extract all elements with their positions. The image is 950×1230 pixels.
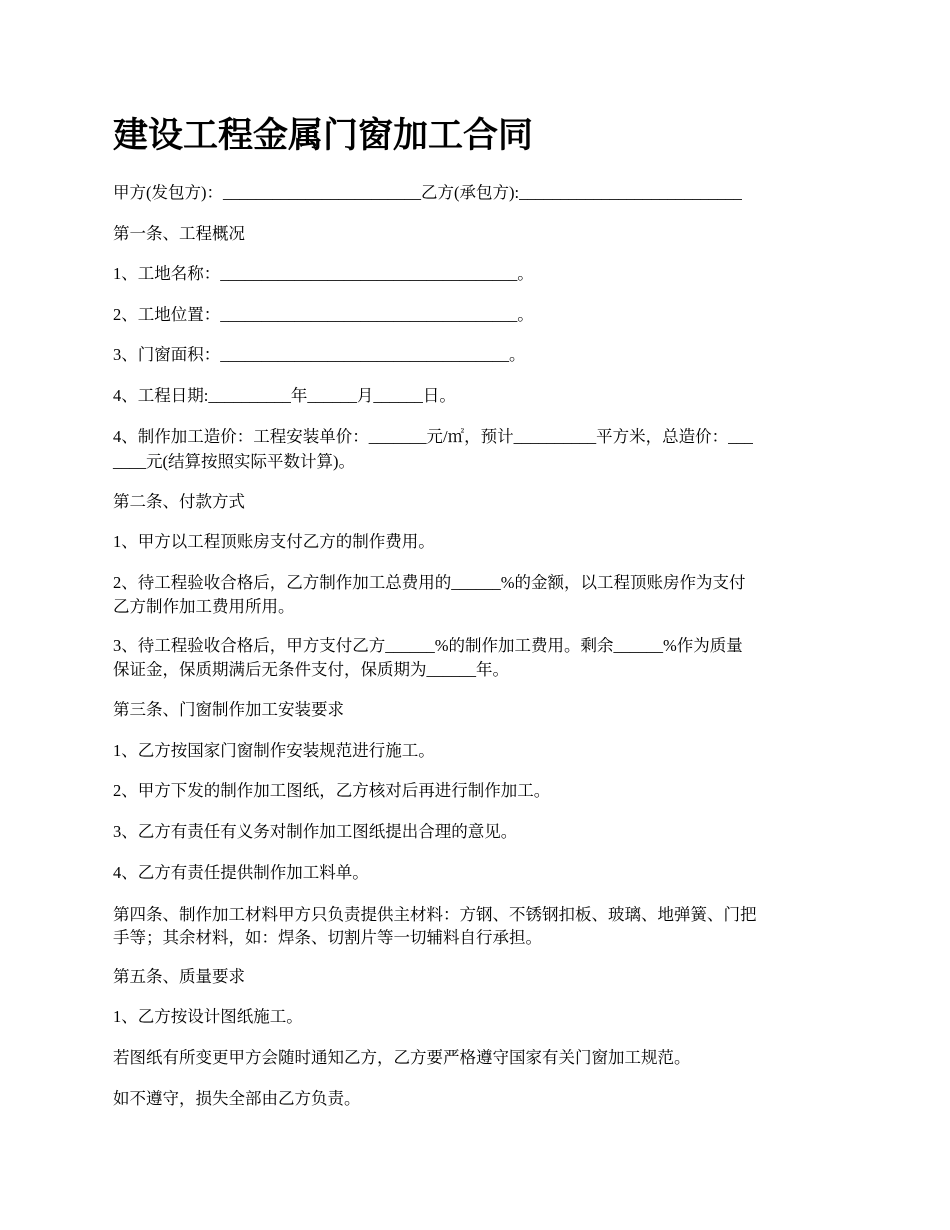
payment-clause-3-line-1: 3、待工程验收合格后，甲方支付乙方______%的制作加工费用。剩余______%作为质量 <box>113 636 743 655</box>
clause-cost-line-1: 4、制作加工造价：工程安装单价：_______元/㎡，预计__________平方米，总造价：___ <box>113 427 753 446</box>
party-line: 甲方(发包方)：________________________乙方(承包方):___________________________ <box>113 183 742 202</box>
clause-site-name: 1、工地名称：____________________________________。 <box>113 264 534 283</box>
payment-clause-2-line-1: 2、待工程验收合格后，乙方制作加工总费用的______%的金额，以工程顶账房作为支付 <box>113 573 746 592</box>
clause-project-date: 4、工程日期:__________年______月______日。 <box>113 386 456 405</box>
clause-site-location: 2、工地位置：____________________________________。 <box>113 305 534 324</box>
quality-note-1: 若图纸有所变更甲方会随时通知乙方，乙方要严格遵守国家有关门窗加工规范。 <box>113 1048 691 1067</box>
section-4-line-1: 第四条、制作加工材料甲方只负责提供主材料：方钢、不锈钢扣板、玻璃、地弹簧、门把 <box>113 905 757 924</box>
quality-note-2: 如不遵守，损失全部由乙方负责。 <box>113 1089 361 1108</box>
requirement-clause-1: 1、乙方按国家门窗制作安装规范进行施工。 <box>113 741 435 760</box>
payment-clause-2-line-2: 乙方制作加工费用所用。 <box>113 597 295 616</box>
clause-window-area: 3、门窗面积：___________________________________。 <box>113 345 526 364</box>
requirement-clause-4: 4、乙方有责任提供制作加工料单。 <box>113 863 369 882</box>
payment-clause-3-line-2: 保证金，保质期满后无条件支付，保质期为______年。 <box>113 660 509 679</box>
requirement-clause-3: 3、乙方有责任有义务对制作加工图纸提出合理的意见。 <box>113 822 518 841</box>
section-heading-2: 第二条、付款方式 <box>113 492 245 511</box>
section-heading-3: 第三条、门窗制作加工安装要求 <box>113 700 344 719</box>
section-heading-5: 第五条、质量要求 <box>113 967 245 986</box>
payment-clause-1: 1、甲方以工程顶账房支付乙方的制作费用。 <box>113 532 435 551</box>
section-4-line-2: 手等；其余材料，如：焊条、切割片等一切辅料自行承担。 <box>113 928 542 947</box>
requirement-clause-2: 2、甲方下发的制作加工图纸，乙方核对后再进行制作加工。 <box>113 781 551 800</box>
section-heading-1: 第一条、工程概况 <box>113 224 245 243</box>
document-title: 建设工程金属门窗加工合同 <box>113 115 534 156</box>
quality-clause-1: 1、乙方按设计图纸施工。 <box>113 1007 303 1026</box>
clause-cost-line-2: ____元(结算按照实际平数计算)。 <box>113 452 355 471</box>
